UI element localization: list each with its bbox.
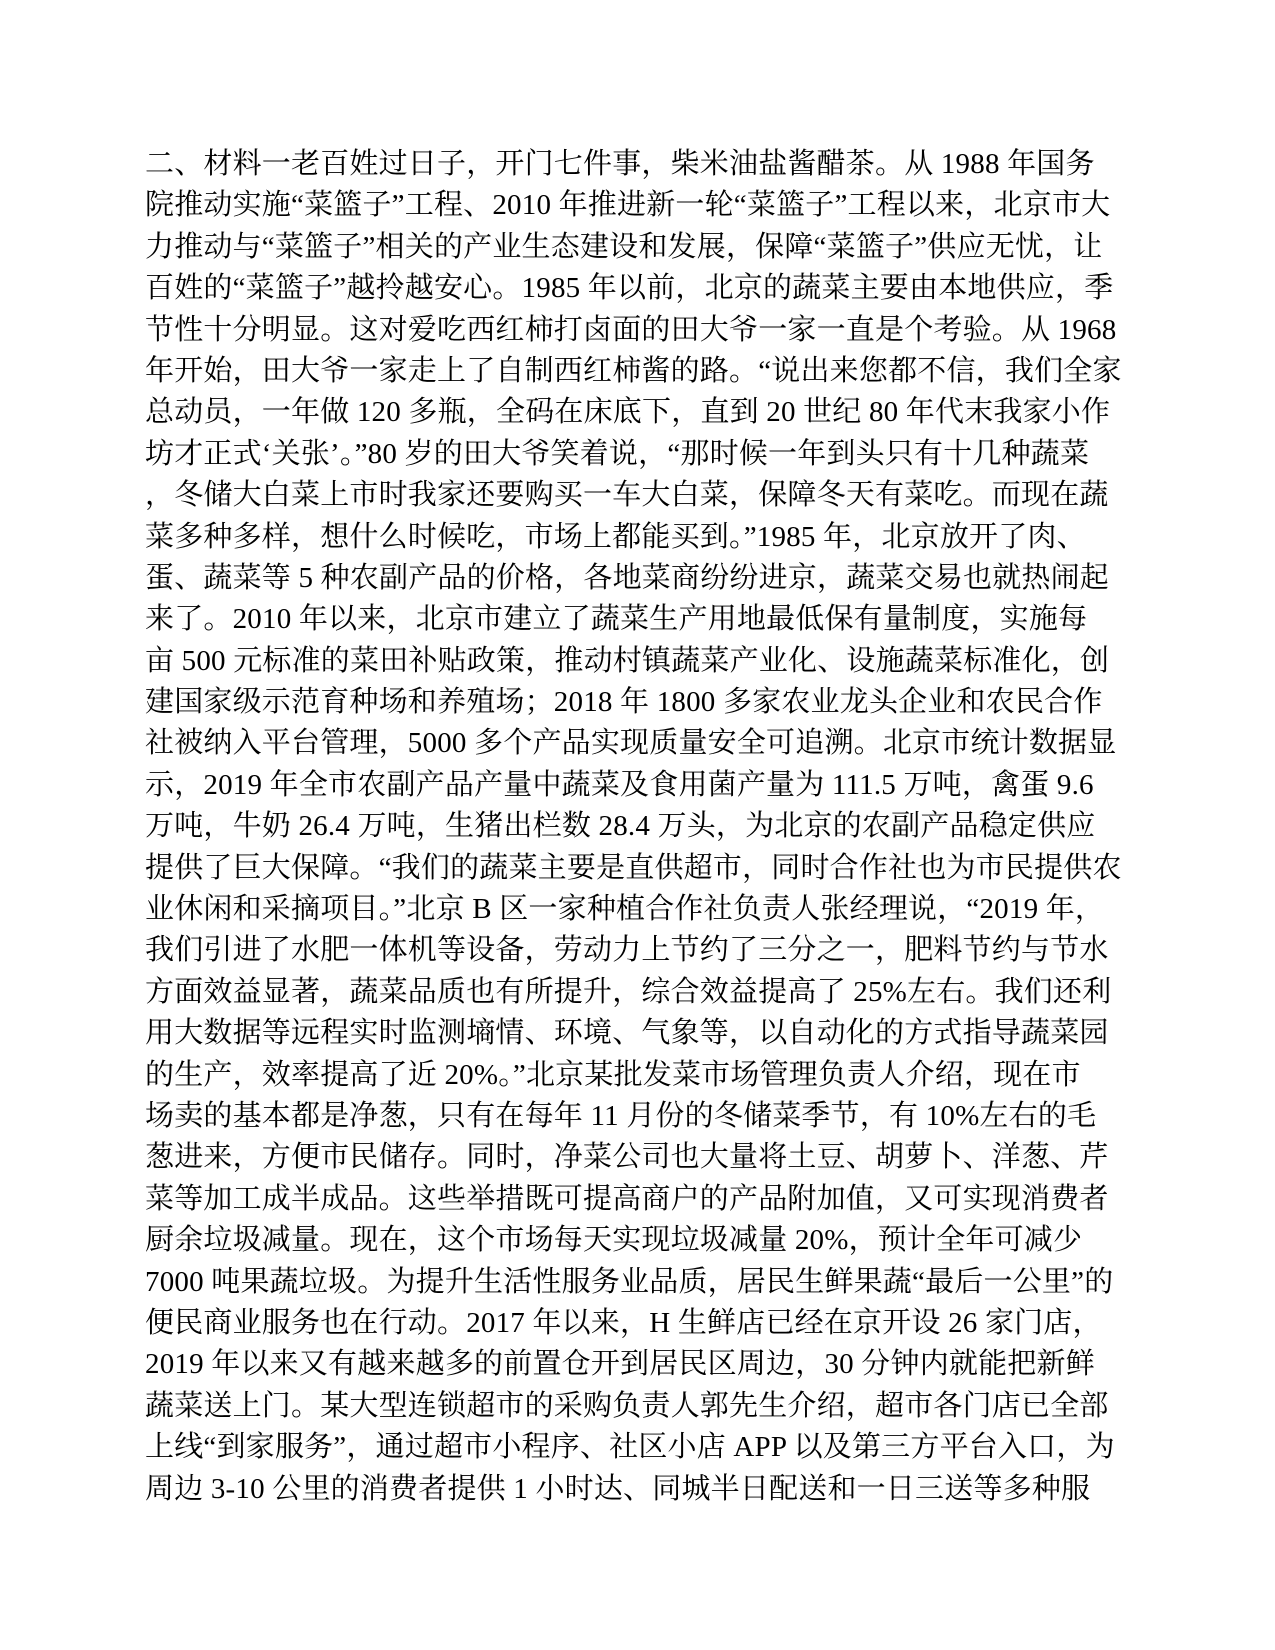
text-line: 便民商业服务也在行动。2017 年以来，H 生鲜店已经在京开设 26 家门店， [145, 1306, 1102, 1339]
text-line: 亩 500 元标准的菜田补贴政策，推动村镇蔬菜产业化、设施蔬菜标准化，创 [145, 644, 1110, 677]
text-line: 百姓的“菜篮子”越拎越安心。1985 年以前，北京的蔬菜主要由本地供应，季 [145, 272, 1114, 305]
text-line: 示，2019 年全市农副产品产量中蔬菜及食用菌产量为 111.5 万吨，禽蛋 9.6 [145, 768, 1094, 801]
text-line: 社被纳入平台管理，5000 多个产品实现质量安全可追溯。北京市统计数据显 [145, 727, 1117, 760]
text-line: 蔬菜送上门。某大型连锁超市的采购负责人郭先生介绍，超市各门店已全部 [145, 1389, 1109, 1422]
text-line: 年开始，田大爷一家走上了自制西红柿酱的路。“说出来您都不信，我们全家 [145, 354, 1122, 387]
text-line: 建国家级示范育种场和养殖场；2018 年 1800 多家农业龙头企业和农民合作 [145, 686, 1103, 719]
text-line: 提供了巨大保障。“我们的蔬菜主要是直供超市，同时合作社也为市民提供农 [145, 851, 1122, 884]
text-line: 业休闲和采摘项目。”北京 B 区一家种植合作社负责人张经理说，“2019 年， [145, 893, 1105, 926]
text-line: 我们引进了水肥一体机等设备，劳动力上节约了三分之一，肥料节约与节水 [145, 934, 1109, 967]
text-line: 菜多种多样，想什么时候吃，市场上都能买到。”1985 年，北京放开了肉、 [145, 520, 1086, 553]
text-line: 菜等加工成半成品。这些举措既可提高商户的产品附加值，又可实现消费者 [145, 1182, 1109, 1215]
text-line: 用大数据等远程实时监测墒情、环境、气象等，以自动化的方式指导蔬菜园 [145, 1017, 1109, 1050]
text-line: 7000 吨果蔬垃圾。为提升生活性服务业品质，居民生鲜果蔬“最后一公里”的 [145, 1265, 1114, 1298]
text-line: 来了。2010 年以来，北京市建立了蔬菜生产用地最低保有量制度，实施每 [145, 603, 1088, 636]
text-block [145, 144, 1125, 1510]
text-line: 厨余垃圾减量。现在，这个市场每天实现垃圾减量 20%，预计全年可减少 [145, 1224, 1083, 1257]
text-line: ，冬储大白菜上市时我家还要购买一车大白菜，保障冬天有菜吃。而现在蔬 [145, 479, 1109, 512]
text-line: 坊才正式‘关张’。”80 岁的田大爷笑着说，“那时候一年到头只有十几种蔬菜 [145, 437, 1090, 470]
text-line: 葱进来，方便市民储存。同时，净菜公司也大量将土豆、胡萝卜、洋葱、芹 [145, 1141, 1109, 1174]
text-line: 周边 3-10 公里的消费者提供 1 小时达、同城半日配送和一日三送等多种服 [145, 1472, 1091, 1505]
text-line: 总动员，一年做 120 多瓶，全码在床底下，直到 20 世纪 80 年代末我家小作 [145, 396, 1111, 429]
text-line: 上线“到家服务”，通过超市小程序、社区小店 APP 以及第三方平台入口，为 [145, 1431, 1115, 1464]
text-line: 蛋、蔬菜等 5 种农副产品的价格，各地菜商纷纷进京，蔬菜交易也就热闹起 [145, 561, 1110, 594]
text-line: 的生产，效率提高了近 20%。”北京某批发菜市场管理负责人介绍，现在市 [145, 1058, 1081, 1091]
text-line: 场卖的基本都是净葱，只有在每年 11 月份的冬储菜季节，有 10%左右的毛 [145, 1099, 1097, 1132]
text-line: 万吨，牛奶 26.4 万吨，生猪出栏数 28.4 万头，为北京的农副产品稳定供应 [145, 810, 1096, 843]
text-line: 力推动与“菜篮子”相关的产业生态建设和发展，保障“菜篮子”供应无忧，让 [145, 230, 1103, 263]
text-line: 方面效益显著，蔬菜品质也有所提升，综合效益提高了 25%左右。我们还利 [145, 975, 1112, 1008]
text-line: 院推动实施“菜篮子”工程、2010 年推进新一轮“菜篮子”工程以来，北京市大 [145, 189, 1111, 222]
text-line: 二、材料一老百姓过日子，开门七件事，柴米油盐酱醋茶。从 1988 年国务 [145, 148, 1095, 180]
text-line: 节性十分明显。这对爱吃西红柿打卤面的田大爷一家一直是个考验。从 1968 [145, 313, 1117, 346]
text-line: 2019 年以来又有越来越多的前置仓开到居民区周边，30 分钟内就能把新鲜 [145, 1348, 1095, 1381]
